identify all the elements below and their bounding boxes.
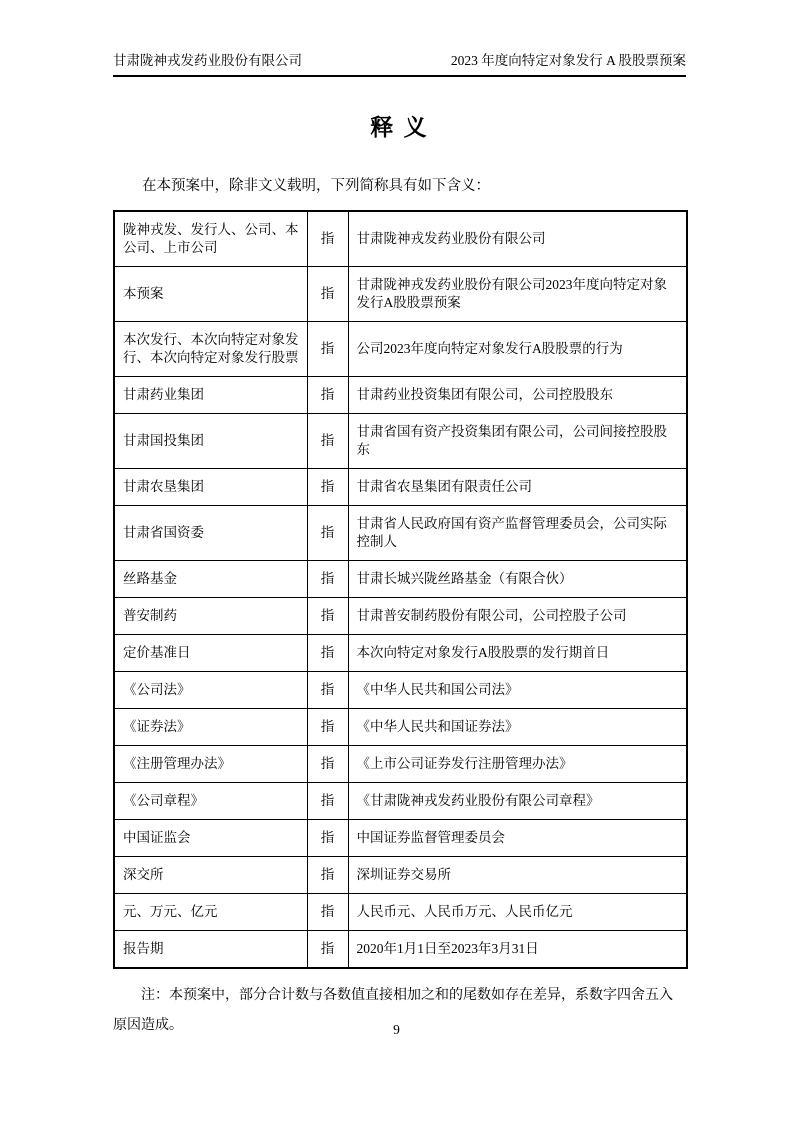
term-cell: 甘肃农垦集团 xyxy=(114,469,307,506)
definition-cell: 《上市公司证券发行注册管理办法》 xyxy=(348,746,687,783)
page-content xyxy=(113,0,686,1041)
table-row xyxy=(114,857,687,894)
definition-cell: 甘肃长城兴陇丝路基金（有限合伙） xyxy=(348,561,687,598)
definition-cell: 甘肃普安制药股份有限公司，公司控股子公司 xyxy=(348,598,687,635)
zhi-label-cell: 指 xyxy=(307,820,348,857)
zhi-label-cell: 指 xyxy=(307,783,348,820)
header-document-title: 2023 年度向特定对象发行 A 股股票预案 xyxy=(450,53,686,68)
term-cell: 本次发行、本次向特定对象发行、本次向特定对象发行股票 xyxy=(114,322,307,377)
term-cell: 甘肃省国资委 xyxy=(114,506,307,561)
zhi-label-cell: 指 xyxy=(307,857,348,894)
definition-cell: 《中华人民共和国证券法》 xyxy=(348,709,687,746)
zhi-label-cell: 指 xyxy=(307,469,348,506)
header-company-name: 甘肃陇神戎发药业股份有限公司 xyxy=(113,53,302,68)
table-row xyxy=(114,598,687,635)
zhi-label-cell: 指 xyxy=(307,377,348,414)
page-header xyxy=(113,0,686,77)
table-row xyxy=(114,709,687,746)
term-cell: 《注册管理办法》 xyxy=(114,746,307,783)
table-row xyxy=(114,635,687,672)
term-cell: 定价基准日 xyxy=(114,635,307,672)
definition-cell: 人民币元、人民币万元、人民币亿元 xyxy=(348,894,687,931)
zhi-label-cell: 指 xyxy=(307,561,348,598)
term-cell: 甘肃药业集团 xyxy=(114,377,307,414)
table-row xyxy=(114,414,687,469)
definition-cell: 本次向特定对象发行A股股票的发行期首日 xyxy=(348,635,687,672)
term-cell: 丝路基金 xyxy=(114,561,307,598)
page-title: 释 义 xyxy=(370,114,429,140)
term-cell: 深交所 xyxy=(114,857,307,894)
term-cell: 甘肃国投集团 xyxy=(114,414,307,469)
zhi-label-cell: 指 xyxy=(307,267,348,322)
term-cell: 中国证监会 xyxy=(114,820,307,857)
table-row xyxy=(114,672,687,709)
definition-cell: 《中华人民共和国公司法》 xyxy=(348,672,687,709)
term-cell: 《证券法》 xyxy=(114,709,307,746)
zhi-label-cell: 指 xyxy=(307,894,348,931)
table-row xyxy=(114,322,687,377)
definition-cell: 甘肃省人民政府国有资产监督管理委员会，公司实际控制人 xyxy=(348,506,687,561)
footnote: 注：本预案中，部分合计数与各数值直接相加之和的尾数如存在差异，系数字四舍五入原因造成。 xyxy=(113,988,673,1033)
term-cell: 《公司章程》 xyxy=(114,783,307,820)
zhi-label-cell: 指 xyxy=(307,211,348,267)
zhi-label-cell: 指 xyxy=(307,506,348,561)
definition-cell: 2020年1月1日至2023年3月31日 xyxy=(348,931,687,969)
table-row xyxy=(114,469,687,506)
table-row xyxy=(114,561,687,598)
definition-cell: 甘肃陇神戎发药业股份有限公司 xyxy=(348,211,687,267)
definitions-table-body xyxy=(114,211,687,968)
zhi-label-cell: 指 xyxy=(307,746,348,783)
zhi-label-cell: 指 xyxy=(307,709,348,746)
definition-cell: 甘肃省农垦集团有限责任公司 xyxy=(348,469,687,506)
table-row xyxy=(114,377,687,414)
term-cell: 元、万元、亿元 xyxy=(114,894,307,931)
table-row xyxy=(114,211,687,267)
zhi-label-cell: 指 xyxy=(307,322,348,377)
zhi-label-cell: 指 xyxy=(307,635,348,672)
page-number: 9 xyxy=(393,1022,400,1037)
definition-cell: 甘肃陇神戎发药业股份有限公司2023年度向特定对象发行A股股票预案 xyxy=(348,267,687,322)
definition-cell: 《甘肃陇神戎发药业股份有限公司章程》 xyxy=(348,783,687,820)
zhi-label-cell: 指 xyxy=(307,414,348,469)
table-row xyxy=(114,506,687,561)
zhi-label-cell: 指 xyxy=(307,931,348,969)
table-row xyxy=(114,820,687,857)
term-cell: 普安制药 xyxy=(114,598,307,635)
table-row xyxy=(114,746,687,783)
table-row xyxy=(114,894,687,931)
definition-cell: 甘肃省国有资产投资集团有限公司，公司间接控股股东 xyxy=(348,414,687,469)
term-cell: 《公司法》 xyxy=(114,672,307,709)
table-row xyxy=(114,267,687,322)
definition-cell: 甘肃药业投资集团有限公司，公司控股股东 xyxy=(348,377,687,414)
term-cell: 报告期 xyxy=(114,931,307,969)
term-cell: 陇神戎发、发行人、公司、本公司、上市公司 xyxy=(114,211,307,267)
definition-cell: 深圳证券交易所 xyxy=(348,857,687,894)
definition-cell: 中国证券监督管理委员会 xyxy=(348,820,687,857)
term-cell: 本预案 xyxy=(114,267,307,322)
table-row xyxy=(114,931,687,969)
definition-cell: 公司2023年度向特定对象发行A股股票的行为 xyxy=(348,322,687,377)
zhi-label-cell: 指 xyxy=(307,598,348,635)
table-row xyxy=(114,783,687,820)
zhi-label-cell: 指 xyxy=(307,672,348,709)
definitions-table xyxy=(113,210,688,969)
intro-paragraph: 在本预案中，除非文义载明，下列简称具有如下含义： xyxy=(142,178,490,194)
